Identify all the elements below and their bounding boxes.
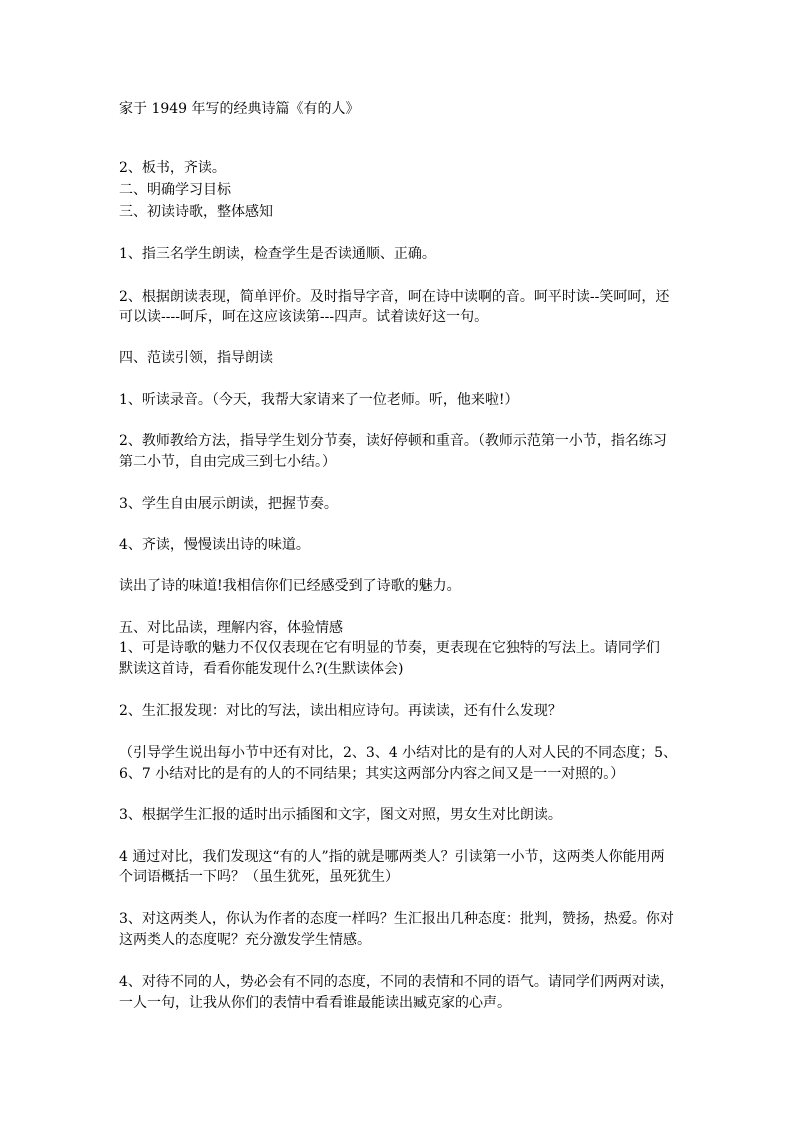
text-line: 4、对待不同的人，势必会有不同的态度，不同的表情和不同的语气。请同学们两两对读， bbox=[119, 974, 674, 990]
text-line: 五、对比品读，理解内容，体验情感 bbox=[119, 620, 343, 636]
text-line: 读出了诗的味道!我相信你们已经感受到了诗歌的魅力。 bbox=[119, 578, 461, 594]
text-line: 6、7 小结对比的是有的人的不同结果；其实这两部分内容之间又是一一对照的。） bbox=[119, 766, 625, 782]
text-line: 4 通过对比，我们发现这“有的人”指的就是哪两类人？引读第一小节，这两类人你能用两 bbox=[119, 849, 665, 865]
text-line: 一人一句，让我从你们的表情中看看谁最能读出臧克家的心声。 bbox=[119, 995, 511, 1011]
text-line: 这两类人的态度呢？充分激发学生情感。 bbox=[119, 932, 371, 948]
text-line: 4、齐读，慢慢读出诗的味道。 bbox=[119, 537, 310, 553]
text-line: 3、对这两类人，你认为作者的态度一样吗？生汇报出几种态度：批判，赞扬，热爱。你对 bbox=[119, 911, 674, 927]
text-line: 2、根据朗读表现，简单评价。及时指导字音，呵在诗中读啊的音。呵平时读--笑呵呵，还 bbox=[119, 289, 670, 305]
text-line: 三、初读诗歌，整体感知 bbox=[119, 204, 273, 220]
text-line: 3、根据学生汇报的适时出示插图和文字，图文对照，男女生对比朗读。 bbox=[119, 807, 562, 823]
text-line: 2、教师教给方法，指导学生划分节奏，读好停顿和重音。（教师示范第一小节，指名练习 bbox=[119, 433, 667, 449]
text-line: 默读这首诗，看看你能发现什么?(生默读体会) bbox=[119, 661, 404, 677]
text-line: 2、板书，齐读。 bbox=[119, 160, 226, 176]
text-line: 3、学生自由展示朗读，把握节奏。 bbox=[119, 496, 338, 512]
text-line: 第二小节，自由完成三到七小结。） bbox=[119, 454, 336, 470]
text-line: 2、生汇报发现：对比的写法，读出相应诗句。再读读，还有什么发现？ bbox=[119, 703, 562, 719]
text-line: 1、指三名学生朗读，检查学生是否读通顺、正确。 bbox=[119, 246, 436, 262]
text-line: （引导学生说出每小节中还有对比，2、3、4 小结对比的是有的人对人民的不同态度；5、 bbox=[119, 745, 678, 761]
text-line: 个词语概括一下吗？（虽生犹死，虽死犹生） bbox=[119, 869, 399, 885]
text-line: 1、听读录音。（今天，我帮大家请来了一位老师。听，他来啦!） bbox=[119, 392, 519, 408]
text-line: 家于 1949 年写的经典诗篇《有的人》 bbox=[119, 101, 360, 117]
text-line: 可以读----呵斥，呵在这应该读第---四声。试着读好这一句。 bbox=[119, 309, 489, 325]
text-line: 四、范读引领，指导朗读 bbox=[119, 350, 273, 366]
text-line: 二、明确学习目标 bbox=[119, 182, 231, 198]
text-line: 1、可是诗歌的魅力不仅仅表现在它有明显的节奏，更表现在它独特的写法上。请同学们 bbox=[119, 640, 660, 656]
